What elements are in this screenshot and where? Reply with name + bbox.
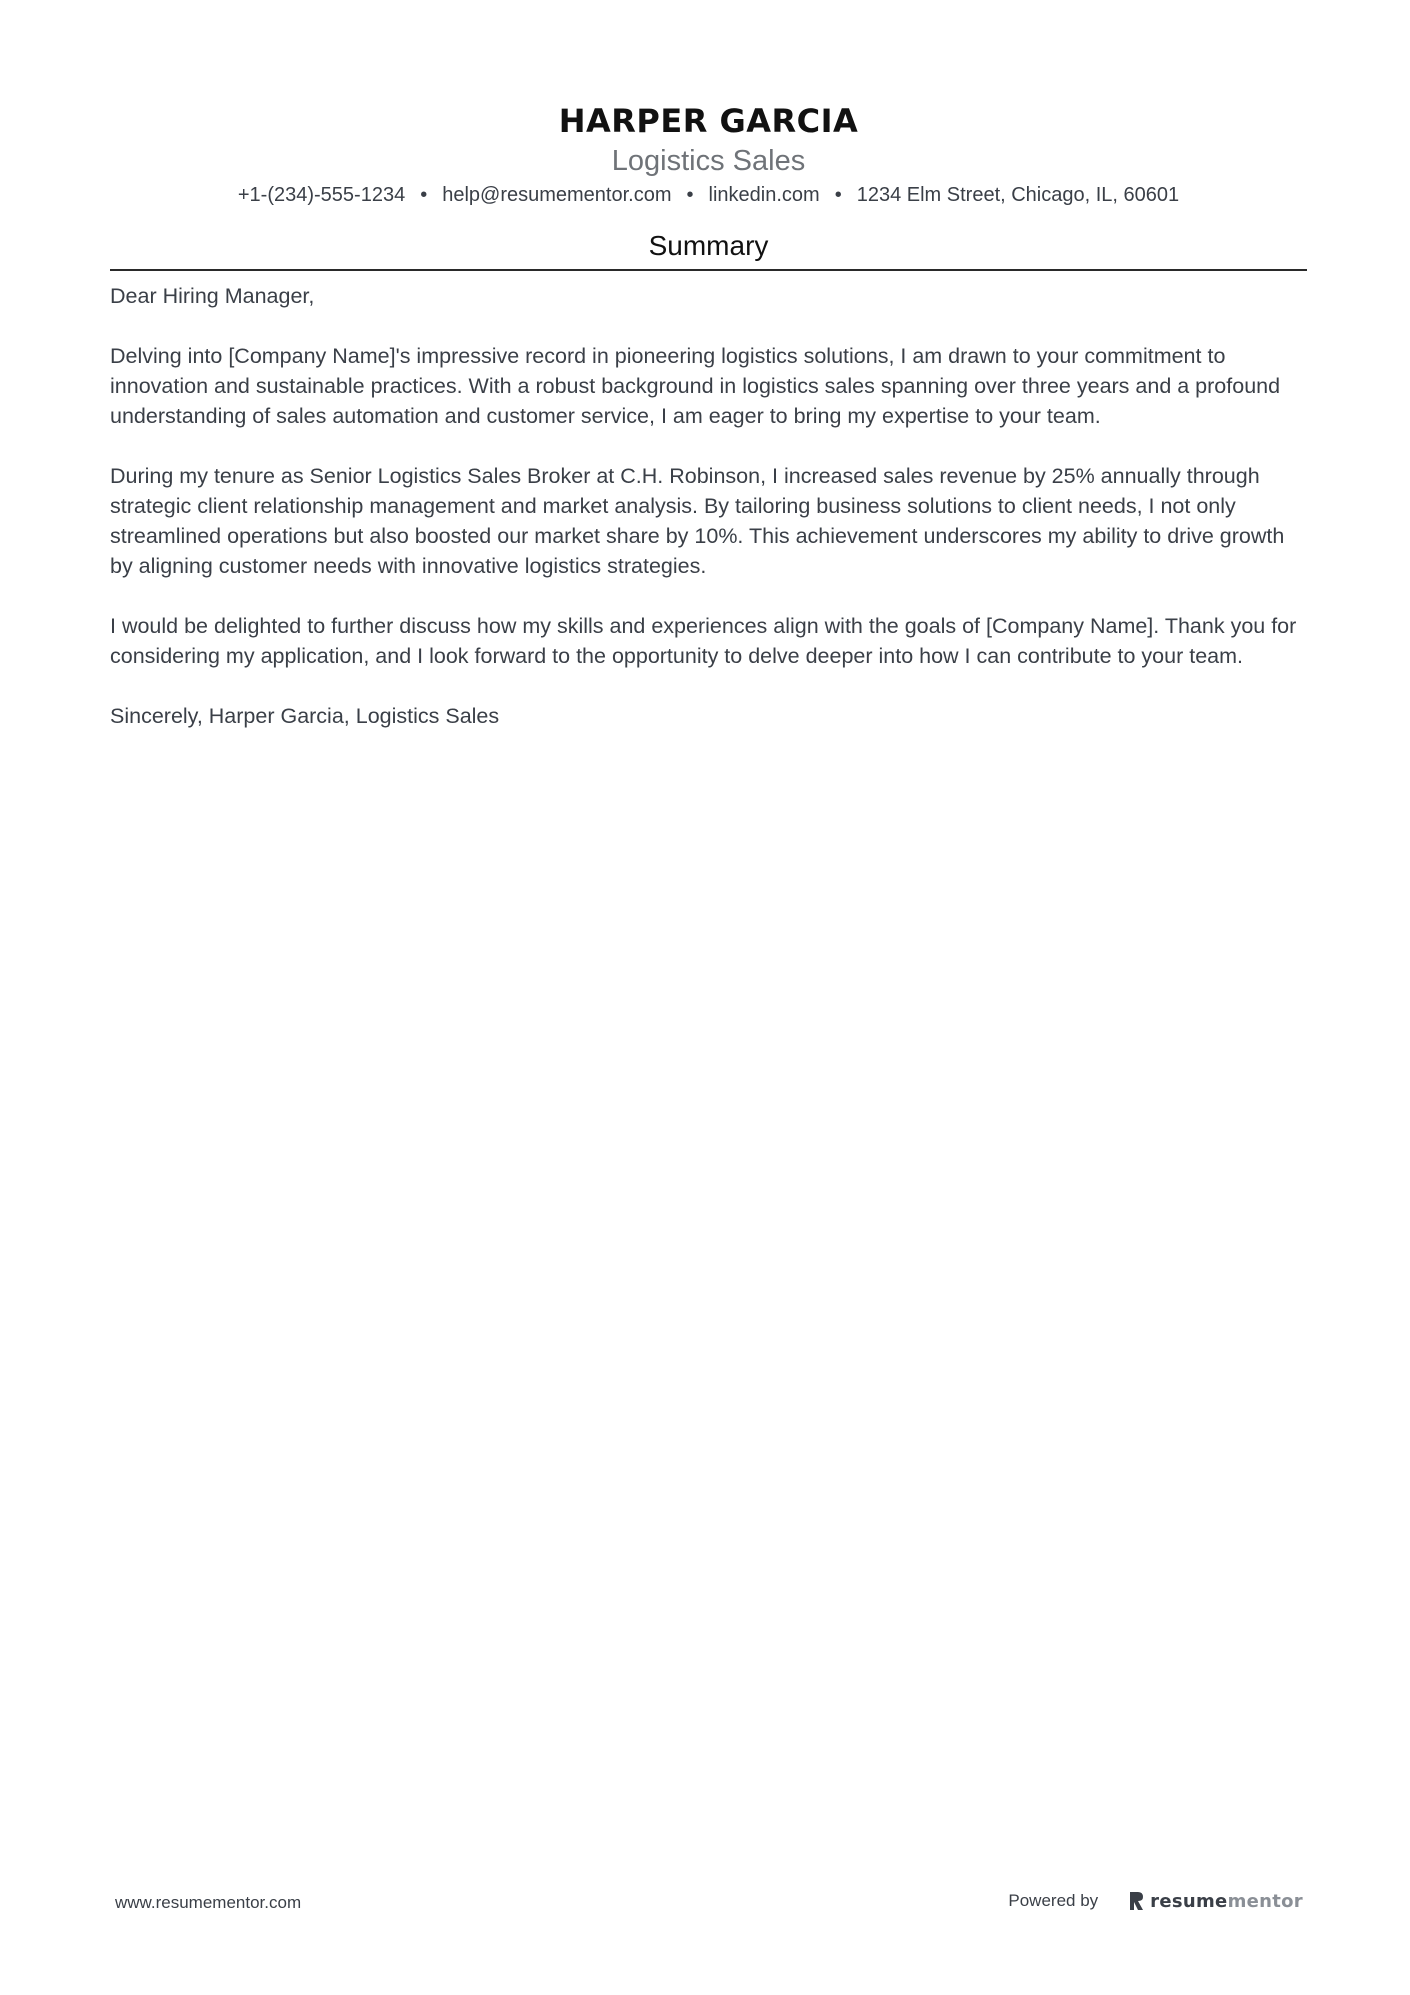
letter-paragraph-3: I would be delighted to further discuss how my skills and experiences align with the goals of [Company Name]. Thank you for considering my application, and I look forward to the opportunity to delve deeper into how I can contribute to your team. [110,614,1297,668]
contact-linkedin[interactable]: linkedin.com [708,184,820,206]
contact-separator: • [420,184,428,206]
letter-body [110,281,1307,761]
section-divider [110,269,1307,271]
footer-branding [1008,1888,1303,1914]
candidate-role: Logistics Sales [611,145,806,177]
letter-salutation: Dear Hiring Manager, [110,284,315,308]
contact-address: 1234 Elm Street, Chicago, IL, 60601 [856,184,1180,206]
contact-separator: • [686,184,694,206]
footer-website-link[interactable]: www.resumementor.com [115,1893,302,1912]
powered-by-label: Powered by [1008,1891,1099,1910]
letter-closing: Sincerely, Harper Garcia, Logistics Sales [110,704,500,728]
section-title-summary: Summary [648,230,769,261]
resume-header [110,98,1307,210]
letter-paragraph-2: During my tenure as Senior Logistics Sales Broker at C.H. Robinson, I increased sales revenue by 25% annually through strategic client relationship management and market analysis. By tailoring business solutions to client needs, I not only streamlined operations but also boosted our market share by 10%. This achievement underscores my ability to drive growth by aligning customer needs with innovative logistics strategies. [110,464,1285,578]
contact-phone: +1-(234)-555-1234 [237,184,406,206]
contact-separator: • [834,184,842,206]
contact-email[interactable]: help@resumementor.com [442,184,672,206]
resumementor-logo-icon [1128,1891,1145,1911]
candidate-name: HARPER GARCIA [558,102,859,140]
resume-page [110,0,1307,1995]
contact-line [110,180,1307,210]
letter-paragraph-1: Delving into [Company Name]'s impressive record in pioneering logistics solutions, I am drawn to your commitment to innovation and sustainable practices. With a robust background in logistics sales spanning over three years and a profound understanding of sales automation and customer service, I am eager to bring my expertise to your team. [110,344,1281,428]
resumementor-logo-wordmark[interactable]: resumementor [1150,1890,1303,1912]
